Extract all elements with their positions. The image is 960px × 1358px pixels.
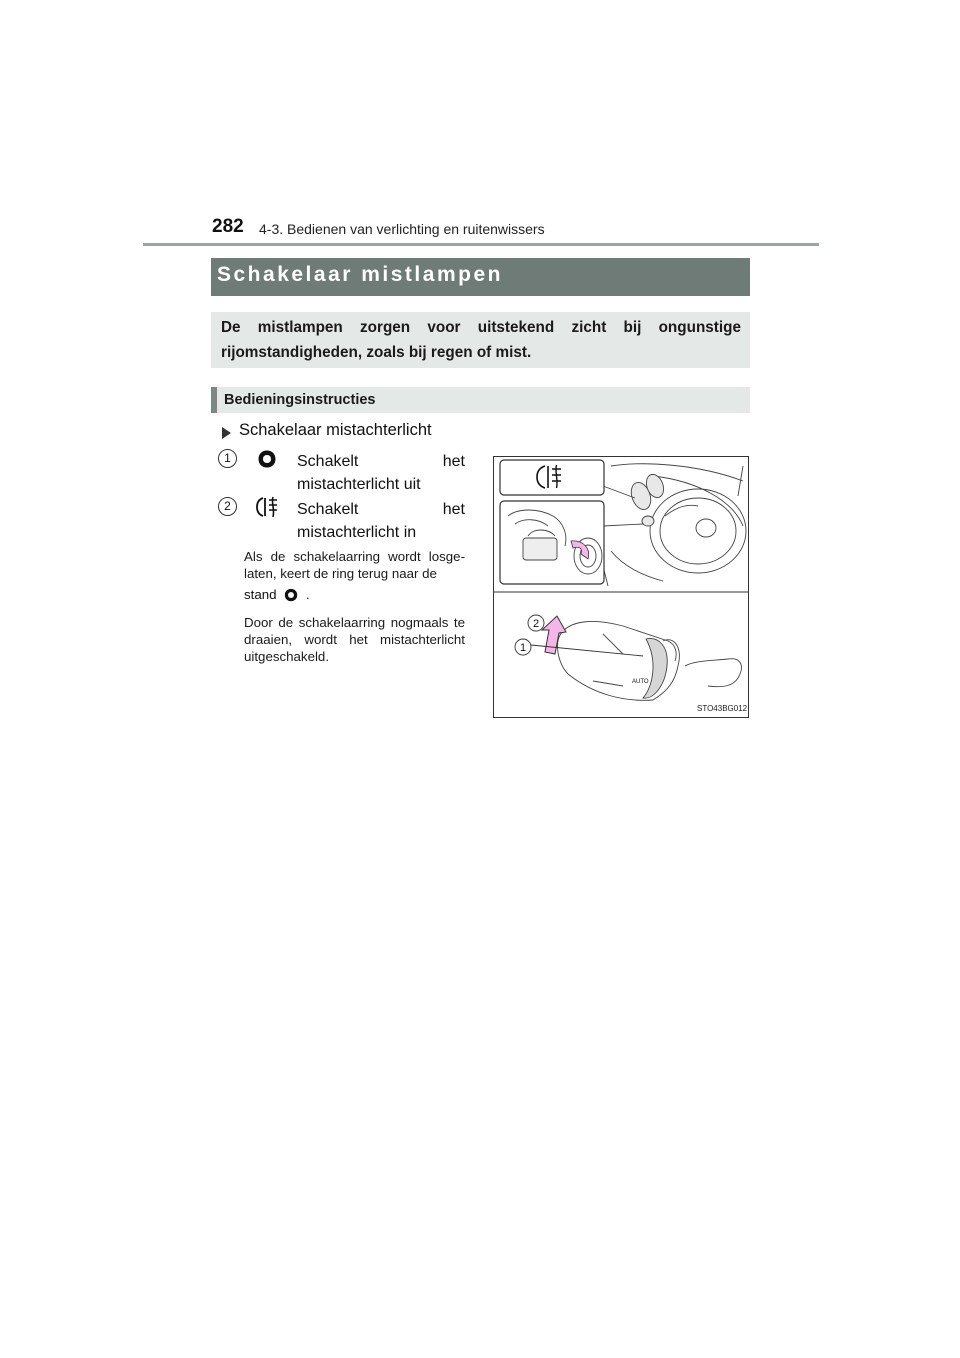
item-number-2: 2 bbox=[218, 497, 237, 516]
fog-light-off-icon bbox=[283, 587, 299, 603]
bullet-label: Schakelaar mistachterlicht bbox=[239, 421, 432, 439]
auto-label: AUTO bbox=[632, 679, 649, 685]
subsection-title: Bedieningsinstructies bbox=[224, 392, 376, 408]
running-header: 4-3. Bedienen van verlichting en ruitenwissers bbox=[259, 221, 545, 237]
stand-note bbox=[244, 587, 310, 603]
item-number-1: 1 bbox=[218, 449, 237, 468]
item-text-2: Schakelt het mistachterlicht in bbox=[297, 501, 465, 541]
figure-callout-1: 1 bbox=[519, 642, 527, 654]
section-title: Schakelaar mistlampen bbox=[217, 263, 503, 286]
figure-callout-2: 2 bbox=[532, 618, 540, 630]
stand-prefix: stand bbox=[244, 587, 277, 602]
intro-text: De mistlampen zorgen voor uitstekend zicht bij ongunstige rijomstandigheden, zoals bij regen of mist. bbox=[221, 319, 741, 361]
subsection-accent bbox=[211, 387, 217, 413]
fog-light-off-icon bbox=[256, 448, 278, 470]
page-number: 282 bbox=[212, 216, 244, 237]
rear-fog-light-icon bbox=[254, 495, 282, 519]
item-text-1: Schakelt het mistachterlicht uit bbox=[297, 453, 465, 493]
release-note: Als de schakelaarring wordt losgelaten, keert de ring terug naar de bbox=[244, 549, 465, 581]
figure-code: STO43BG012 bbox=[697, 704, 748, 713]
turn-again-note: Door de schakelaarring nogmaals te draaien, wordt het mistachterlicht uitgeschakeld. bbox=[244, 615, 465, 664]
fog-switch-illustration bbox=[493, 456, 749, 718]
bullet-arrow-icon bbox=[222, 427, 231, 439]
stand-suffix: . bbox=[305, 587, 310, 602]
header-rule bbox=[143, 243, 819, 246]
